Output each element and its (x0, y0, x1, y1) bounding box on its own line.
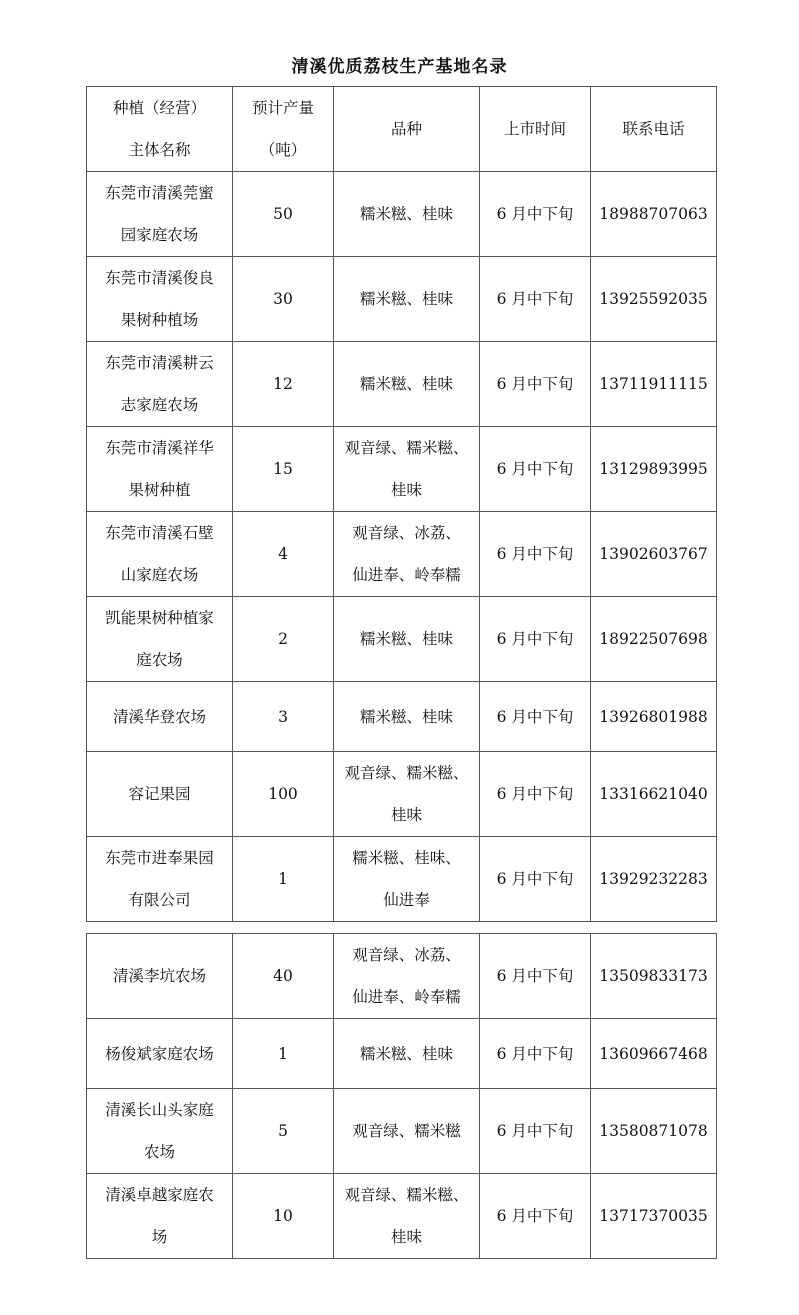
header-market-time-line: 上市时间 (503, 120, 566, 138)
entity-name-line: 清溪卓越家庭农 (105, 1186, 214, 1204)
market-time-cell (480, 934, 591, 1019)
variety-line: 观音绿、糯米糍、 (344, 439, 469, 457)
market-time-cell (480, 1089, 591, 1174)
header-entity (87, 87, 233, 172)
variety-line: 观音绿、糯米糍 (352, 1122, 461, 1140)
market-time-cell (480, 257, 591, 342)
entity-name-line: 果树种植场 (120, 311, 199, 329)
variety-cell (334, 934, 480, 1019)
yield-cell (233, 837, 334, 922)
document-title: 清溪优质荔枝生产基地名录 (291, 57, 508, 77)
phone-number: 13580871078 (599, 1122, 708, 1140)
entity-name-line: 容记果园 (128, 785, 191, 803)
yield-cell (233, 512, 334, 597)
variety-line: 观音绿、糯米糍、 (344, 764, 469, 782)
entity-name-cell (87, 342, 233, 427)
variety-cell (334, 1019, 480, 1089)
yield-value: 10 (273, 1207, 293, 1225)
header-yield (233, 87, 334, 172)
header-yield-line: （吨） (259, 141, 307, 159)
market-time-value: 6 月中下旬 (496, 707, 574, 726)
variety-line: 仙进奉 (383, 891, 430, 909)
entity-name-line: 凯能果树种植家 (105, 609, 214, 627)
yield-value: 2 (278, 630, 288, 648)
market-time-value: 6 月中下旬 (496, 545, 574, 563)
market-time-cell (480, 1174, 591, 1259)
header-market-time (480, 87, 591, 172)
entity-name-cell (87, 1019, 233, 1089)
phone-number: 13925592035 (599, 290, 708, 308)
entity-name-line: 清溪李坑农场 (112, 967, 206, 985)
phone-cell (591, 427, 717, 512)
market-time-cell (480, 342, 591, 427)
variety-line: 仙进奉、岭奉糯 (352, 988, 461, 1006)
table-row (87, 257, 717, 342)
entity-name-cell (87, 597, 233, 682)
yield-cell (233, 172, 334, 257)
producer-table-body-2 (87, 934, 717, 1259)
market-time-value: 6 月中下旬 (496, 967, 574, 985)
yield-value: 5 (278, 1122, 288, 1140)
entity-name-line: 东莞市清溪耕云 (105, 354, 214, 372)
variety-line: 桂味 (390, 806, 422, 824)
variety-cell (334, 512, 480, 597)
variety-line: 仙进奉、岭奉糯 (352, 566, 461, 584)
phone-cell (591, 257, 717, 342)
producer-table-part-2 (86, 933, 717, 1259)
header-entity-line: 种植（经营） (112, 99, 206, 117)
phone-number: 13717370035 (599, 1207, 708, 1225)
header-phone-line: 联系电话 (622, 120, 685, 138)
entity-name-cell (87, 752, 233, 837)
variety-cell (334, 172, 480, 257)
market-time-cell (480, 1019, 591, 1089)
variety-line: 糯米糍、桂味 (359, 290, 453, 308)
header-variety-line: 品种 (390, 120, 422, 138)
entity-name-cell (87, 427, 233, 512)
entity-name-line: 场 (151, 1228, 168, 1246)
phone-cell (591, 597, 717, 682)
market-time-value: 6 月中下旬 (496, 870, 574, 888)
header-yield-line: 预计产量 (251, 99, 314, 117)
variety-cell (334, 427, 480, 512)
yield-cell (233, 752, 334, 837)
entity-name-line: 东莞市清溪祥华 (105, 439, 214, 457)
table-row (87, 342, 717, 427)
yield-cell (233, 1089, 334, 1174)
yield-cell (233, 342, 334, 427)
entity-name-line: 志家庭农场 (120, 396, 199, 414)
header-row (87, 87, 717, 172)
table-row (87, 682, 717, 752)
entity-name-line: 东莞市清溪俊良 (105, 269, 214, 287)
entity-name-line: 清溪长山头家庭 (105, 1101, 214, 1119)
producer-table-body-1 (87, 87, 717, 922)
entity-name-line: 山家庭农场 (120, 566, 199, 584)
variety-line: 观音绿、冰荔、 (352, 524, 461, 542)
table-row (87, 1174, 717, 1259)
table-row (87, 512, 717, 597)
yield-cell (233, 257, 334, 342)
phone-cell (591, 752, 717, 837)
table-row (87, 1089, 717, 1174)
producer-table-part-1 (86, 86, 717, 922)
variety-line: 糯米糍、桂味 (359, 375, 453, 393)
entity-name-cell (87, 934, 233, 1019)
table-row (87, 427, 717, 512)
yield-cell (233, 597, 334, 682)
phone-number: 13316621040 (599, 785, 708, 803)
variety-line: 观音绿、冰荔、 (352, 946, 461, 964)
phone-cell (591, 1019, 717, 1089)
yield-cell (233, 427, 334, 512)
phone-number: 13609667468 (599, 1044, 708, 1063)
table-row (87, 597, 717, 682)
yield-value: 1 (278, 1044, 288, 1063)
phone-number: 13129893995 (599, 460, 708, 478)
market-time-value: 6 月中下旬 (496, 630, 574, 648)
variety-line: 糯米糍、桂味 (359, 205, 453, 223)
variety-cell (334, 597, 480, 682)
entity-name-line: 有限公司 (128, 891, 191, 909)
variety-cell (334, 752, 480, 837)
market-time-cell (480, 597, 591, 682)
header-entity-line: 主体名称 (128, 141, 191, 159)
phone-cell (591, 342, 717, 427)
entity-name-line: 东莞市清溪石壁 (105, 524, 214, 542)
table-row (87, 172, 717, 257)
variety-line: 糯米糍、桂味 (359, 707, 453, 726)
yield-cell (233, 682, 334, 752)
phone-cell (591, 682, 717, 752)
yield-value: 15 (273, 460, 293, 478)
market-time-cell (480, 752, 591, 837)
phone-number: 13929232283 (599, 870, 708, 888)
variety-cell (334, 682, 480, 752)
table-row (87, 1019, 717, 1089)
entity-name-line: 果树种植 (128, 481, 191, 499)
variety-cell (334, 342, 480, 427)
entity-name-line: 园家庭农场 (120, 226, 199, 244)
market-time-value: 6 月中下旬 (496, 205, 574, 223)
phone-cell (591, 512, 717, 597)
yield-value: 12 (273, 375, 293, 393)
phone-number: 13711911115 (599, 375, 708, 393)
variety-line: 桂味 (390, 1228, 422, 1246)
entity-name-cell (87, 1174, 233, 1259)
variety-cell (334, 257, 480, 342)
phone-number: 13926801988 (599, 707, 708, 726)
variety-cell (334, 837, 480, 922)
phone-cell (591, 1174, 717, 1259)
yield-cell (233, 1019, 334, 1089)
phone-number: 18922507698 (599, 630, 708, 648)
yield-value: 3 (278, 707, 288, 726)
variety-cell (334, 1089, 480, 1174)
yield-value: 50 (273, 205, 293, 223)
phone-number: 18988707063 (599, 205, 708, 223)
yield-value: 4 (278, 545, 288, 563)
market-time-value: 6 月中下旬 (496, 785, 574, 803)
variety-line: 糯米糍、桂味、 (352, 849, 461, 867)
entity-name-line: 东莞市清溪莞蜜 (105, 184, 214, 202)
market-time-value: 6 月中下旬 (496, 460, 574, 478)
market-time-value: 6 月中下旬 (496, 1044, 574, 1063)
variety-line: 观音绿、糯米糍、 (344, 1186, 469, 1204)
entity-name-cell (87, 682, 233, 752)
phone-cell (591, 172, 717, 257)
entity-name-cell (87, 172, 233, 257)
table-row (87, 837, 717, 922)
yield-cell (233, 934, 334, 1019)
phone-cell (591, 837, 717, 922)
table-row (87, 934, 717, 1019)
yield-value: 30 (273, 290, 293, 308)
yield-value: 40 (273, 967, 293, 985)
entity-name-cell (87, 257, 233, 342)
variety-cell (334, 1174, 480, 1259)
header-variety (334, 87, 480, 172)
entity-name-line: 东莞市进奉果园 (105, 849, 214, 867)
entity-name-cell (87, 1089, 233, 1174)
table-row (87, 752, 717, 837)
entity-name-line: 农场 (143, 1143, 175, 1161)
market-time-cell (480, 837, 591, 922)
phone-cell (591, 934, 717, 1019)
phone-cell (591, 1089, 717, 1174)
market-time-cell (480, 512, 591, 597)
market-time-cell (480, 172, 591, 257)
variety-line: 糯米糍、桂味 (359, 1044, 453, 1063)
market-time-value: 6 月中下旬 (496, 290, 574, 308)
yield-value: 1 (278, 870, 288, 888)
market-time-value: 6 月中下旬 (496, 375, 574, 393)
header-phone (591, 87, 717, 172)
market-time-cell (480, 682, 591, 752)
market-time-cell (480, 427, 591, 512)
phone-number: 13509833173 (599, 967, 708, 985)
entity-name-line: 杨俊斌家庭农场 (105, 1044, 214, 1063)
market-time-value: 6 月中下旬 (496, 1122, 574, 1140)
entity-name-line: 庭农场 (136, 651, 183, 669)
entity-name-cell (87, 512, 233, 597)
phone-number: 13902603767 (599, 545, 708, 563)
yield-cell (233, 1174, 334, 1259)
entity-name-cell (87, 837, 233, 922)
entity-name-line: 清溪华登农场 (112, 707, 206, 726)
variety-line: 桂味 (390, 481, 422, 499)
yield-value: 100 (268, 785, 298, 803)
market-time-value: 6 月中下旬 (496, 1207, 574, 1225)
variety-line: 糯米糍、桂味 (359, 630, 453, 648)
